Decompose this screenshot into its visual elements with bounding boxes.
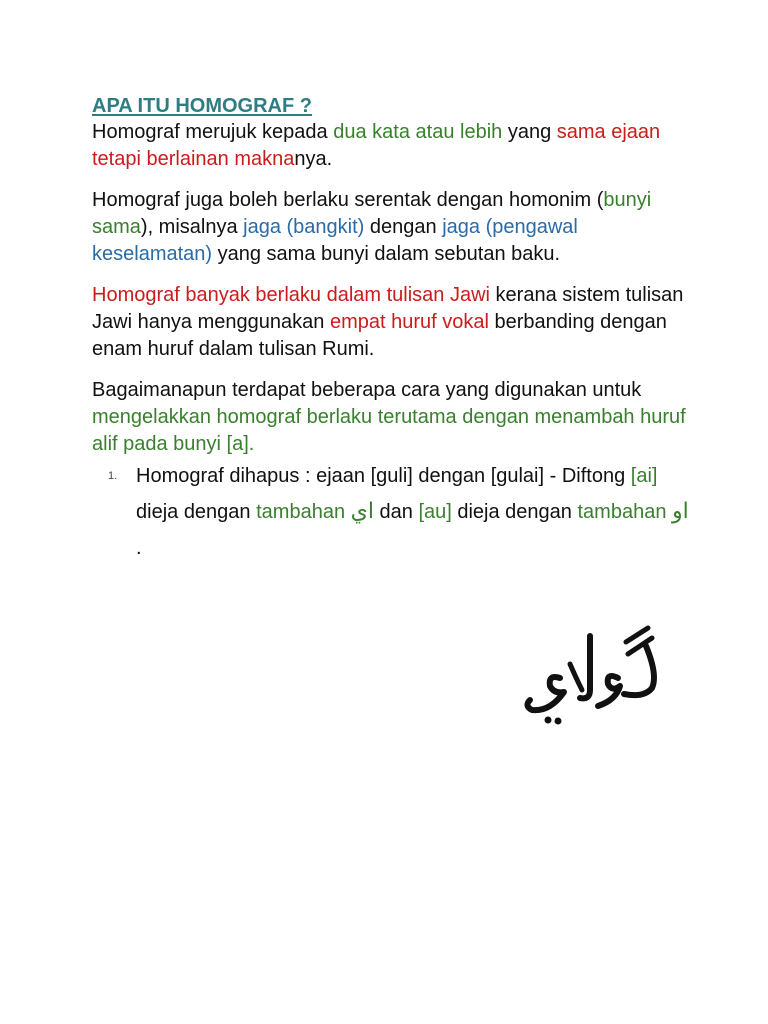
highlight-green: [au]: [418, 501, 452, 523]
highlight-blue: jaga (bangkit): [243, 216, 365, 238]
text: yang: [502, 121, 557, 143]
text: dieja dengan: [136, 501, 257, 523]
jawi-calligraphy-image: [520, 620, 670, 735]
highlight-green: dua kata atau lebih: [333, 121, 503, 143]
document-body: [92, 93, 692, 566]
highlight-blue: jaga (pengawal keselamatan): [92, 216, 578, 265]
highlight-green: [ai]: [630, 465, 658, 487]
page-title: APA ITU HOMOGRAF ?: [92, 95, 312, 117]
highlight-red: Homograf banyak berlaku dalam tulisan Jawi: [92, 284, 490, 306]
paragraph-definition: [92, 119, 692, 173]
arabic-letters-au: او: [672, 499, 689, 524]
highlight-red: sama ejaan tetapi berlainan makna: [92, 121, 661, 170]
text: kerana sistem tulisan Jawi hanya menggunakan: [92, 284, 684, 333]
text: dan: [373, 501, 419, 523]
text: Bagaimanapun terdapat beberapa cara yang digunakan untuk: [92, 379, 642, 401]
text: berbanding dengan enam huruf dalam tulisan Rumi.: [92, 311, 667, 360]
paragraph-jawi: [92, 282, 692, 363]
text: Homograf dihapus : ejaan [guli] dengan [gulai] - Diftong: [136, 465, 631, 487]
highlight-green: bunyi sama: [92, 189, 652, 238]
arabic-letters-ai: اي: [350, 499, 374, 524]
text: nya.: [294, 148, 333, 170]
text: .: [136, 537, 142, 559]
paragraph-homonym: [92, 187, 692, 268]
text: Homograf merujuk kepada: [92, 121, 334, 143]
highlight-green: tambahan: [577, 501, 672, 523]
text: Homograf juga boleh berlaku serentak dengan homonim (: [92, 189, 604, 211]
list-number: 1.: [108, 470, 118, 482]
text: dengan: [364, 216, 443, 238]
text: yang sama bunyi dalam sebutan baku.: [212, 243, 561, 265]
highlight-green: mengelakkan homograf berlaku terutama dengan menambah huruf alif pada bunyi [a].: [92, 406, 686, 455]
calligraphy-word: ڬولاي: [520, 620, 523, 621]
text: ), misalnya: [140, 216, 244, 238]
paragraph-avoid: [92, 377, 692, 458]
highlight-green: tambahan: [256, 501, 351, 523]
highlight-red: empat huruf vokal: [329, 311, 489, 333]
list-item: [92, 458, 692, 566]
text: dieja dengan: [451, 501, 578, 523]
